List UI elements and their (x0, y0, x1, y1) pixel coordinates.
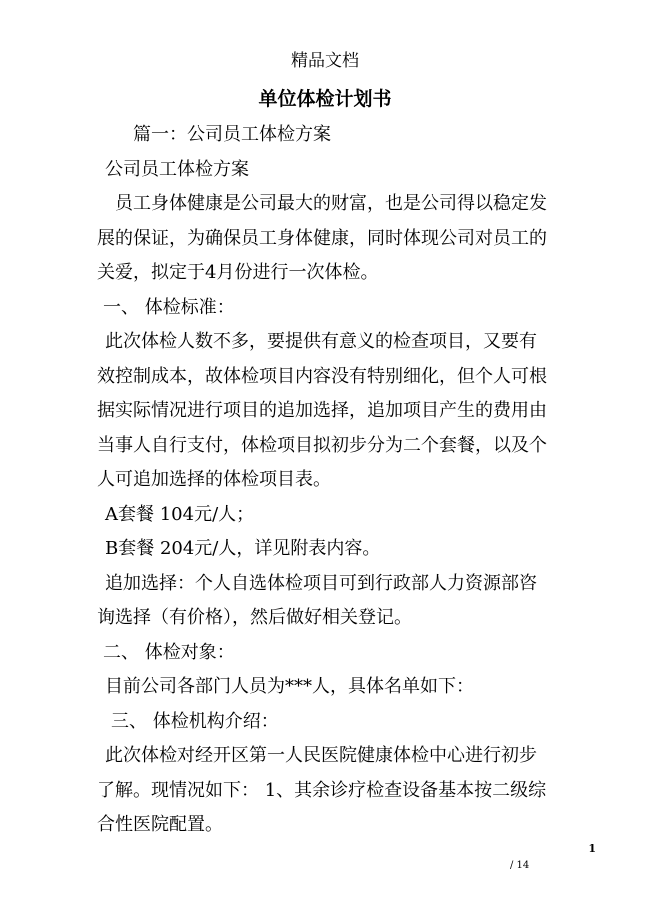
page-total: / 14 (510, 860, 530, 871)
package-a: A套餐 104元/人； (105, 503, 255, 525)
paragraph-standard: 此次体检人数不多，要提供有意义的检查项目，又要有效控制成本，故体检项目内容没有特别细化，但个人可根据实际情况进行项目的追加选择，追加项目产生的费用由当事人自行支付，体检项目拟初步分为二个套餐，以及个人可追加选择的体检项目表。 (97, 331, 547, 490)
paragraph-targets: 目前公司各部门人员为***人，具体名单如下： (105, 676, 474, 697)
section-3-heading: 三、 体检机构介绍： (111, 710, 279, 732)
page-header: 精品文档 (291, 51, 359, 71)
paragraph-additional: 追加选择：个人自选体检项目可到行政部人力资源部咨询选择（有价格），然后做好相关登记。 (97, 572, 537, 628)
section-1-heading: 一、 体检标准： (103, 296, 235, 318)
paragraph-intro: 员工身体健康是公司最大的财富，也是公司得以稳定发展的保证，为确保员工身体健康，同时体现公司对员工的关爱，拟定于4月份进行一次体检。 (97, 193, 547, 283)
document-body (97, 118, 552, 843)
subheading: 公司员工体检方案 (105, 158, 249, 180)
document-title: 单位体检计划书 (258, 88, 392, 110)
section-heading: 篇一：公司员工体检方案 (133, 124, 331, 145)
package-b: B套餐 204元/人，详见附表内容。 (105, 538, 381, 559)
paragraph-institution: 此次体检对经开区第一人民医院健康体检中心进行初步了解。现情况如下： 1、其余诊疗检查设备基本按二级综合性医院配置。 (97, 745, 547, 835)
section-2-heading: 二、 体检对象： (103, 641, 235, 663)
page-number: 1 (588, 842, 596, 855)
